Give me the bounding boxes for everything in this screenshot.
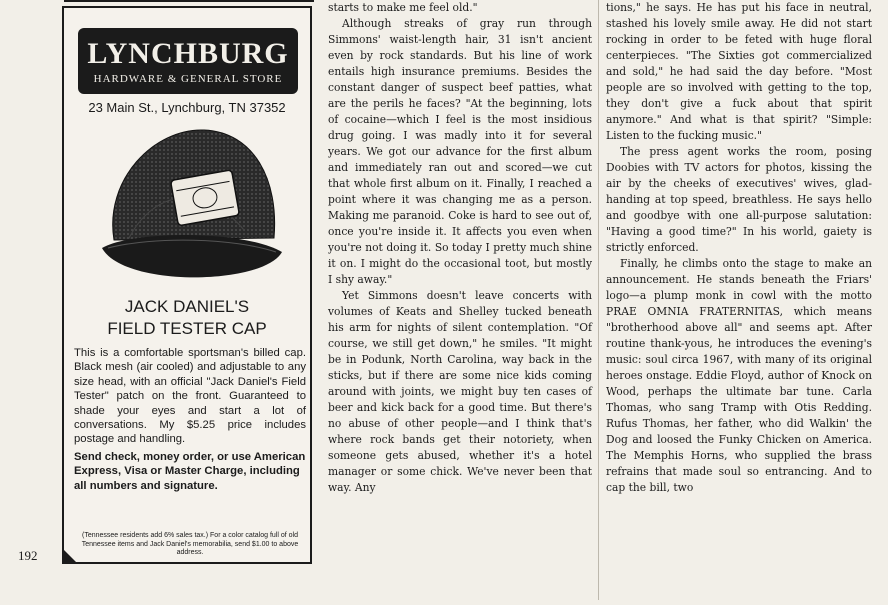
ad-title-line1: JACK DANIEL'S [124, 297, 250, 316]
paragraph: The press agent works the room, posing Doobies with TV actors for photos, kissing the air by the cheeks of executives' wives, glad-handing at top speed, breathless. He says hello and goodbye with one all-purpose salutation: "Having a good time?" In his world, gaiety is strictly enforced. [606, 145, 872, 254]
column-divider [598, 0, 599, 600]
ad-body: This is a comfortable sportsman's billed cap. Black mesh (air cooled) and adjustable to any size head, with an official "Jack Daniel's Field Tester" patch on the front. Guaranteed to shade your eyes and start a lot of conversations. My $5.25 price includes postage and handling. [74, 347, 306, 446]
paragraph: Although streaks of gray run through Simmons' waist-length hair, 31 isn't ancient even by rock standards. But his line of work entails high insurance premiums. Besides the constant danger of suspect beef patties, what are the perils he faces? "At the beginning, lots of cocaine—which I feel is the most insidious drug going. I was madly into it for several years. We got our advance for the first album and immediately ran out and scored—we cut that whole first album on it. Finally, I reached a point where it was changing me as a person. Making me paranoid. Coke is hard to see out of, once you're inside it. It affects you even when you're not doing it. So today I pretty much shine it on. I might do the occasional toot, but mostly I shy away." [328, 17, 592, 286]
paragraph: Yet Simmons doesn't leave concerts with volumes of Keats and Shelley tucked beneath his arm for nights of silent contemplation. "Of course, we still get down," he smiles. "It might be in Podunk, North Carolina, way back in the sticks, but if there are some nice kids coming around with joints, we might buy ten cases of beer and kick back for a good time. But there's no abuse of other people—and I think that's where rock bands get their notoriety, when someone gets abused, whether it's a hotel manager or some chick. We've never been that way. Any [328, 289, 592, 494]
article-column-2 [328, 0, 592, 496]
article-column-3 [606, 0, 872, 496]
paragraph: Finally, he climbs onto the stage to make an announcement. He stands beneath the Friars' logo—a plump monk in cowl with the motto PRAE OMNIA FRATERNITAS, which means "brotherhood above all" and seems apt. After routine thank-yous, he introduces the evening's music: soul circa 1967, with many of its original heroes onstage. Eddie Floyd, author of Knock on Wood, perhaps the ultimate bar tune. Carla Thomas, who sang Tramp with Otis Redding. Rufus Thomas, her father, who did Walkin' the Dog and loosed the Funky Chicken on America. The Memphis Horns, who supplied the brass refrains that made soul so entrancing. And to cap the bill, two [606, 257, 872, 494]
ad-fine-print: (Tennessee residents add 6% sales tax.) For a color catalog full of old Tennessee items and Jack Daniel's memorabilia, send $1.00 to above address. [81, 532, 299, 556]
store-address: 23 Main St., Lynchburg, TN 37352 [88, 100, 286, 115]
cap-image [94, 120, 284, 290]
corner-triangle [62, 548, 76, 562]
ad-title [64, 296, 310, 340]
page-number: 192 [18, 548, 38, 563]
advertisement [62, 6, 312, 564]
ad-title-line2: FIELD TESTER CAP [107, 319, 267, 338]
logo-brand: LYNCHBURG [87, 37, 289, 70]
store-logo [78, 28, 298, 94]
ad-call-to-action: Send check, money order, or use American Express, Visa or Master Charge, including all numbers and signature. [74, 451, 306, 492]
logo-subtitle: HARDWARE & GENERAL STORE [93, 73, 283, 85]
paragraph: tions," he says. He has put his face in neutral, stashed his lovely smile away. He did not start rocking in order to be feted with huge floral centerpieces. "The Sixties got commercialized and sold," he had said the day before. "Most people are so involved with getting to the top, they don't give a fuck about that spirit anymore." And what is that spirit? "Simple: Listen to the fucking music." [606, 1, 872, 142]
paragraph: starts to make me feel old." [328, 1, 478, 14]
